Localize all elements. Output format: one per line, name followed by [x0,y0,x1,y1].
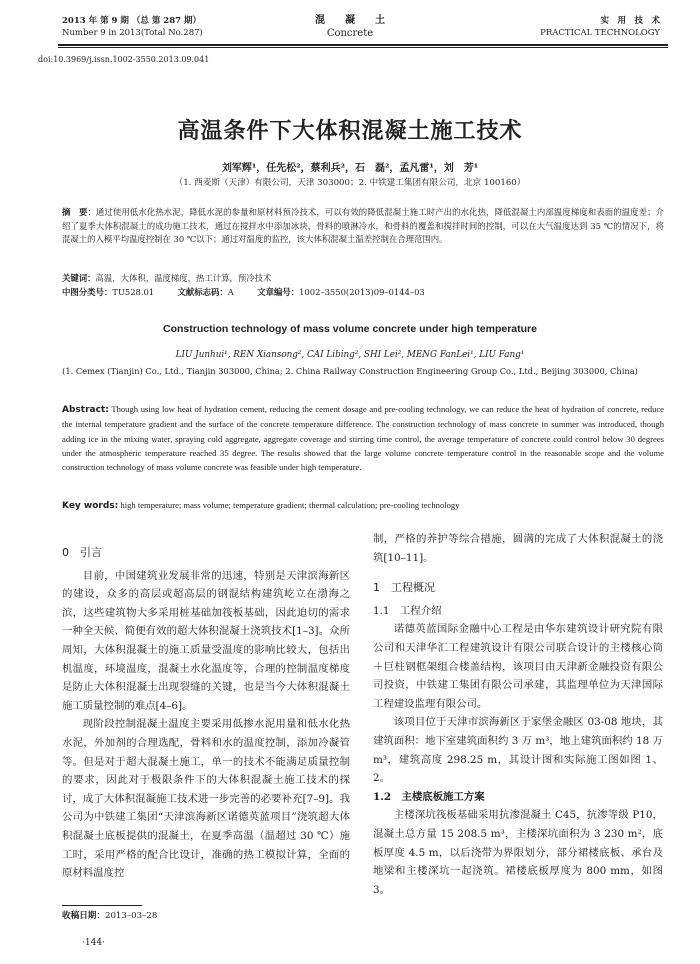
page-number: ·144· [82,938,105,948]
section-0-heading: 0 引言 [62,546,102,559]
keywords-en-label: Key words: [62,501,119,511]
header-column-en: PRACTICAL TECHNOLOGY [540,28,660,38]
abstract-en-label: Abstract: [62,405,109,415]
affiliation-cn: （1. 西麦斯（天津）有限公司，天津 303000；2. 中铁建工集团有限公司，北京 100160） [174,178,526,188]
received-value: 2013–03–28 [104,911,158,921]
article-no-label: 文章编号： [257,287,300,297]
header-rule [58,44,668,46]
title-cn: 高温条件下大体积混凝土施工技术 [177,119,523,144]
foundation-paragraph: 主楼深坑筏板基础采用抗渗混凝土 C45，抗渗等级 P10，混凝土总方量 15 208.5 m³，主楼深坑面积为 3 230 m²，底板厚度 4.5 m，以后浇带为界限划分，部分裙楼底板、承台及地梁和主楼深坑一起浇筑。裙楼底板厚度为 800 mm，如图 3。 [373,809,663,896]
subsection-1-1-heading: 1.1 工程介绍 [373,604,442,617]
intro-paragraph-1: 目前，中国建筑业发展非常的迅速，特别是天津滨海新区的建设，众多的高层或超高层的钢混结构建筑屹立在渤海之滨，这些建筑物大多采用桩基础加筏板基础，因此迫切的需求一种全天候、简便有效的超大体积混凝土浇筑技术[1–3]。众所周知，大体积混凝土的施工质量受温度的影响比较大，包括出机温度，环境温度，混凝土水化温度等，合理的控制温度梯度是防止大体积混凝土出现裂缝的关键，也是当今大体积混凝土施工质量控制的难点[4–6]。 [62,569,350,712]
authors-cn: 刘军辉¹，任先松²，蔡利兵²，石 磊²，孟凡雷¹，刘 芳¹ [221,163,479,174]
project-paragraph-2: 该项目位于天津市滨海新区于家堡金融区 03-08 地块，其建筑面积：地下室建筑面积约 3 万 m³，地上建筑面积约 18 万 m³，建筑高度 298.25 m，其设计图和实际施工图如图 1、2。 [373,716,663,785]
intro-paragraph-2: 现阶段控制混凝土温度主要采用低掺水泥用量和低水化热水泥，外加剂的合理选配，骨料和水的温度控制，添加冷凝管等。但是对于超大混凝土施工，单一的技术不能满足质量控制的要求，因此对于极限条件下的大体积混凝土施工技术的探讨，成了大体积混凝施工技术进一步完善的必要补充[7–9]。我公司为中铁建工集团“天津滨海新区诺德英蓝项目”浇筑超大体积混凝土底板提供的混凝土，在夏季高温（温超过 30 ℃）施工时，采用严格的配合比设计，准确的热工模拟计算，全面的原材料温度控 [62,718,350,880]
authors-en: LIU Junhui¹, REN Xiansong², CAI Libing², SHI Lei², MENG FanLei¹, LIU Fang¹ [175,350,525,360]
abstract-cn [62,206,664,247]
header-issue-cn: 2013 年 第 9 期 （总 第 287 期） [62,16,201,26]
header-issue-en: Number 9 in 2013(Total No.287) [62,28,203,38]
clc-label: 中图分类号： [62,287,113,297]
article-no-value: 1002–3550(2013)09–0144–03 [299,287,425,297]
received-date [62,909,157,921]
section-1-heading: 1 工程概况 [373,581,435,595]
title-en: Construction technology of mass volume concrete under high temperature [163,323,537,335]
header-journal-en: Concrete [326,28,374,39]
header-journal-cn: 混 凝 土 [315,15,385,26]
abstract-en-text: Though using low heat of hydration cement, reducing the cement dosage and pre-cooling technology, we can reduce the heat of hydration of concrete, reduce the internal temperature gradient and the surface of the concrete temperature difference. The construction technology of mass concrete in summer was introduced, though adding ice in the mixing water, spraying cold aggregate, aggregate coverage and stirring time control, the average temperature of concrete could control below 30 degrees under the atmospheric temperature reached 35 degree. The results showed that the large volume concrete temperature control in the reasonable scope and the volume construction technology of mass volume concrete was feasible under high temperature. [62,404,664,473]
keywords-cn [62,272,664,286]
abstract-cn-text: 通过使用低水化热水泥，降低水泥的参量和原材料预冷技术，可以有效的降低混凝土施工时产出的水化热，降低混凝土内部温度梯度和表面的温度差；介绍了夏季大体积混凝土的成功施工技术，通过在搅拌水中添加冰块，骨料的喷淋冷水，和骨料的覆盖和搅拌时间的控制，可以在大气温度达到 35 ℃的情况下，将混凝土的入模平均温度控制在 30 ℃以下；通过对温度的监控，该大体积混凝土温差控制在合理范围内。 [62,207,664,244]
right-column [373,530,663,899]
header-column-cn: 实 用 技 术 [600,16,660,26]
footnote-rule [62,905,142,906]
doi: doi:10.3969/j.issn.1002-3550.2013.09.041 [38,55,210,64]
abstract-cn-label: 摘 要： [62,207,96,217]
keywords-en-text: high temperature; mass volume; temperature gradient; thermal calculation; pre-cooling technology [120,500,460,510]
abstract-en [62,402,664,474]
keywords-en [62,499,664,514]
header-rule-thin [58,47,668,48]
doc-code-value: A [227,287,234,297]
left-column [62,538,350,883]
keywords-cn-text: 高温，大体积，温度梯度，热工计算，预冷技术 [95,273,272,283]
keywords-cn-label: 关键词： [62,273,96,283]
affiliation-en: (1. Cemex (Tianjin) Co., Ltd., Tianjin 303000, China; 2. China Railway Construction Engineering Group Co., Ltd., Beijing 303000, China) [62,366,638,376]
doc-code-label: 文献标志码： [177,287,228,297]
classification-line [62,286,664,300]
intro-paragraph-2-cont: 制，严格的养护等综合措施，圆满的完成了大体积混凝土的浇筑[10–11]。 [373,533,663,564]
project-paragraph-1: 诺德英蓝国际金融中心工程是由华东建筑设计研究院有限公司和天津华汇工程建筑设计有限公司联合设计的主楼核心筒＋巨柱钢框架组合楼盖结构，该项目由天津新金融投资有限公司投资，中铁建工集团有限公司承建，其监理单位为天津国际工程建设监理有限公司。 [373,623,663,710]
received-label: 收稿日期： [62,911,105,921]
subsection-1-2-heading: 1.2 主楼底板施工方案 [373,790,485,803]
clc-value: TU528.01 [112,287,155,297]
